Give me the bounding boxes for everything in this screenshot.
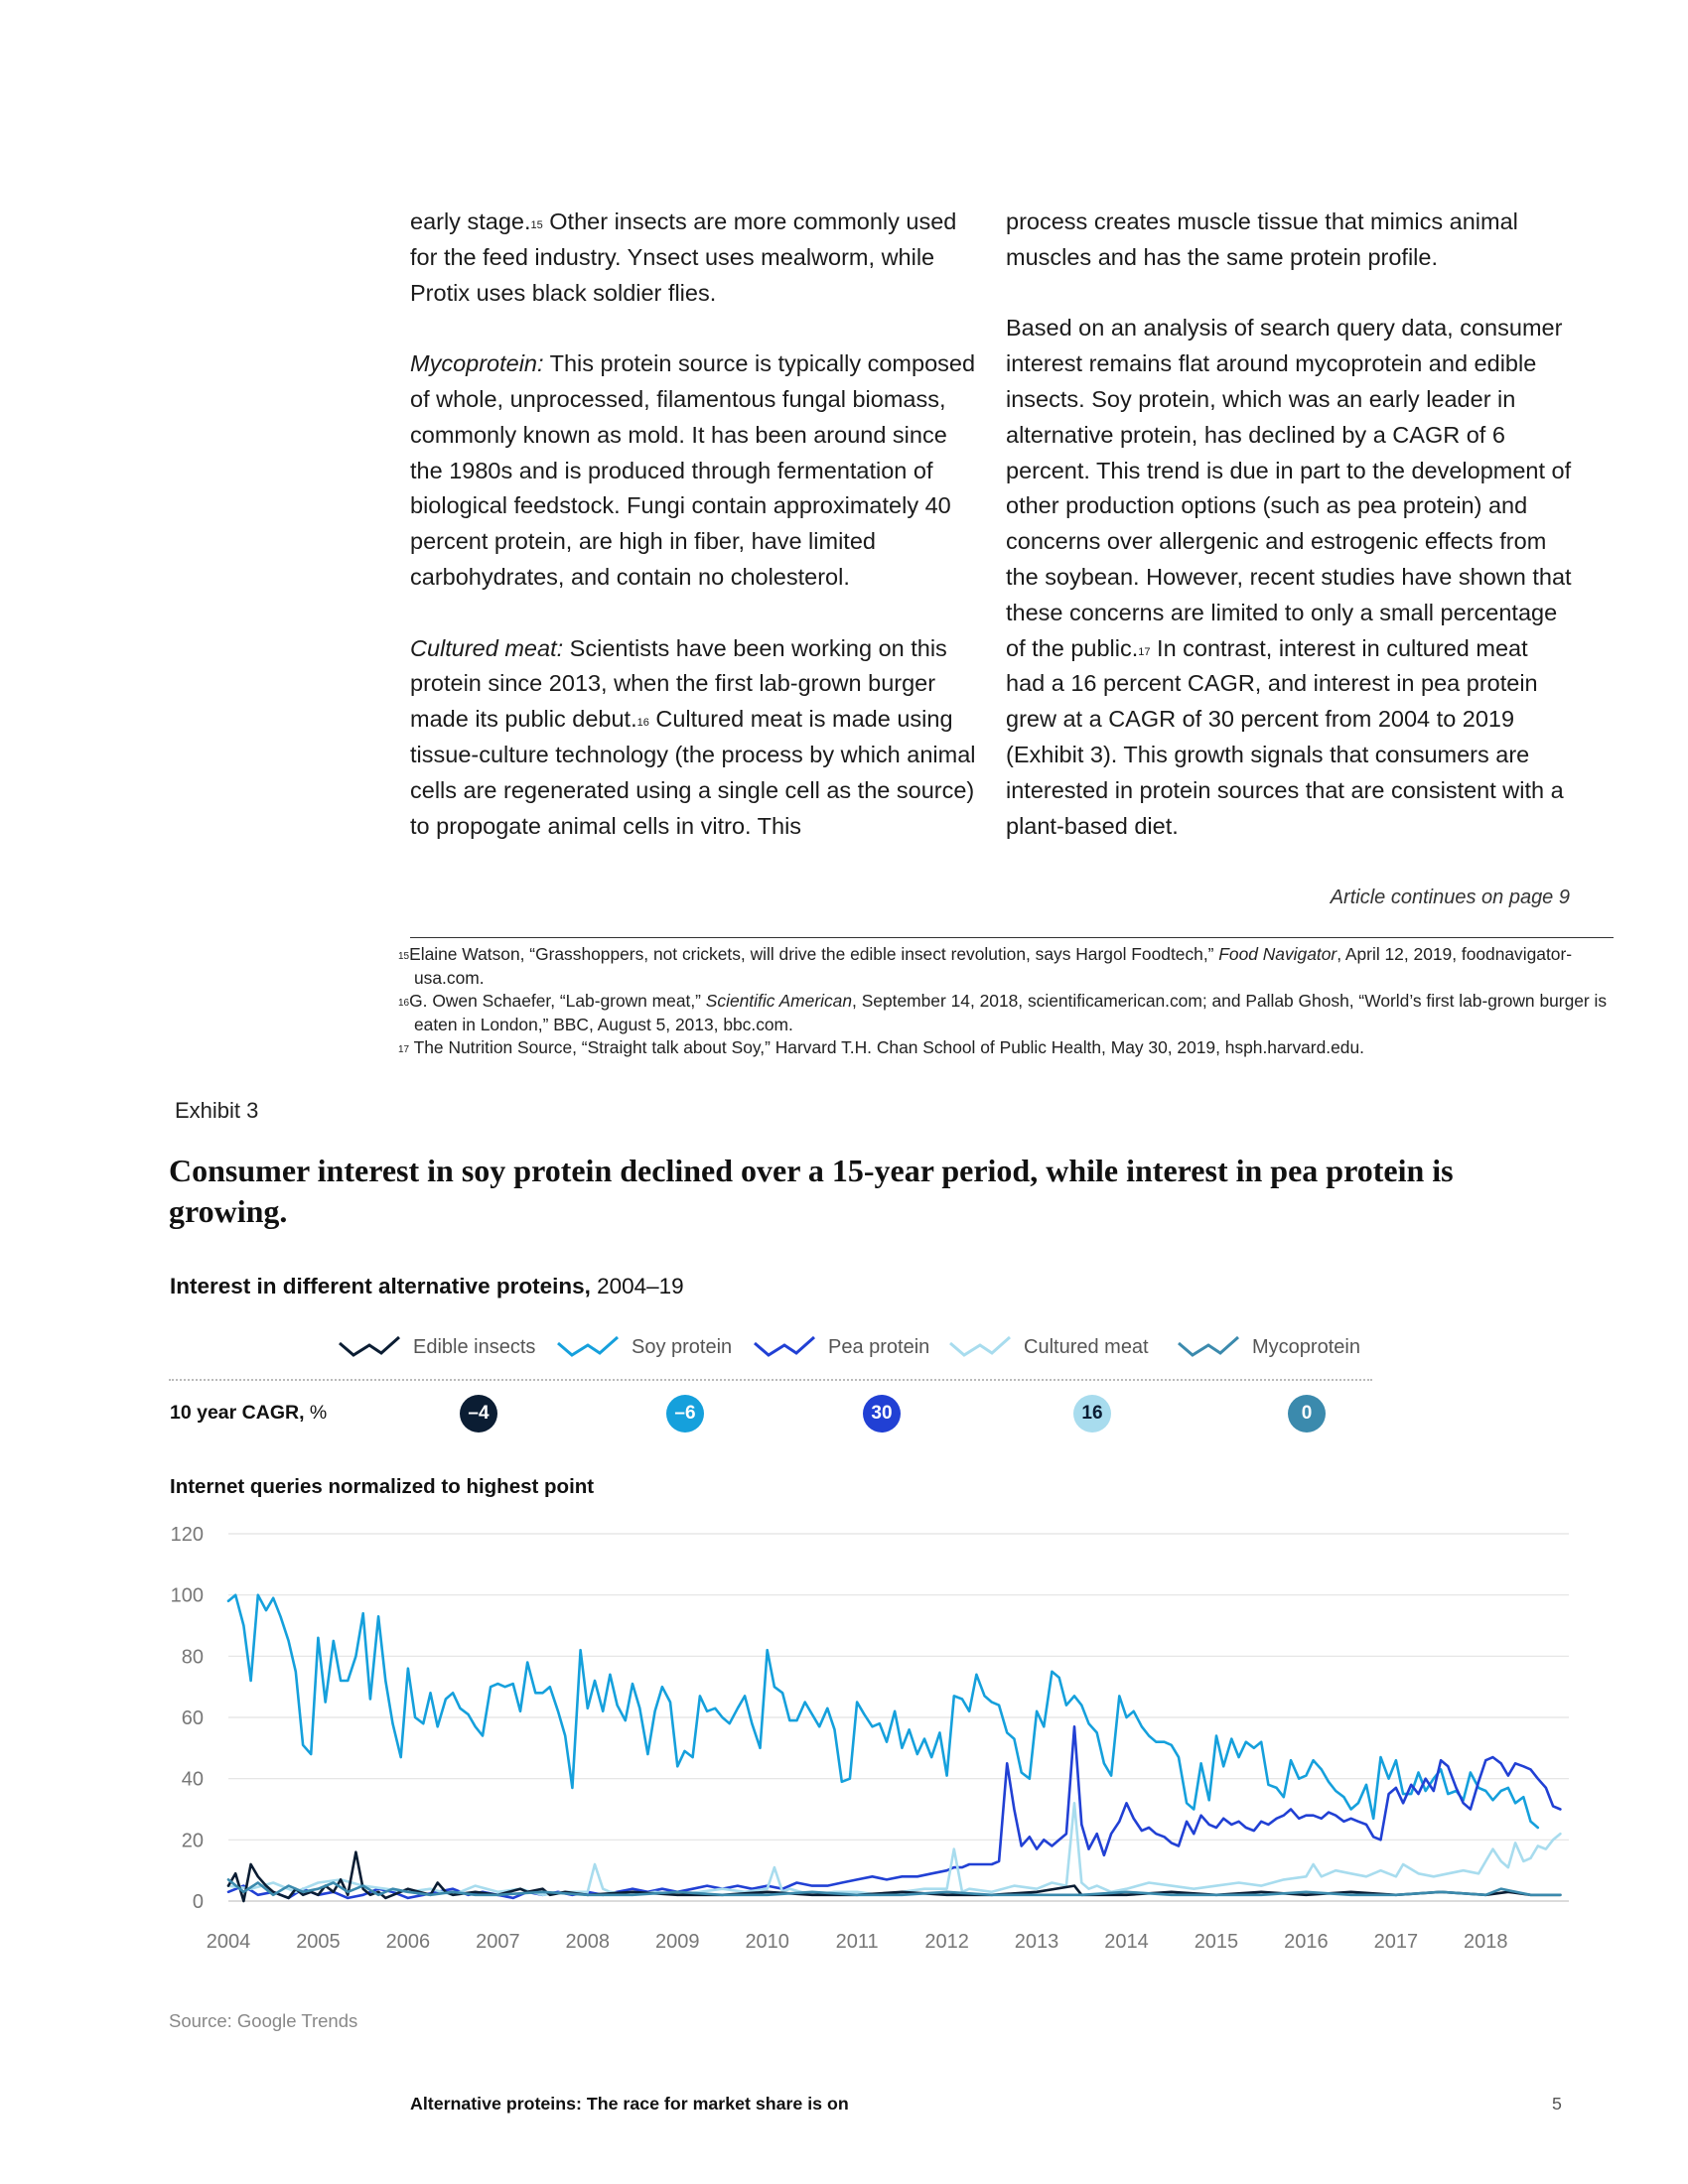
footnote-15: $^{15}$Elaine Watson, “Grasshoppers, not crickets, will drive the edible insect revolution, says Hargol Foodtech,” Food Navigator, April 12, 2019, foodnavigator-usa.com. xyxy=(398,944,1573,988)
y-tick-label: 40 xyxy=(181,1768,204,1791)
legend-item-mycoprotein: Mycoprotein xyxy=(1177,1335,1360,1359)
footnotes xyxy=(398,943,1619,1060)
cagr-badge-edible-insects: –4 xyxy=(460,1395,497,1433)
x-tick-label: 2005 xyxy=(296,1931,341,1953)
legend-swatch-mycoprotein xyxy=(1179,1337,1238,1355)
article-column-left xyxy=(410,205,976,844)
mycoprotein-label: Mycoprotein: xyxy=(410,350,544,377)
x-tick-label: 2012 xyxy=(924,1931,969,1953)
footnote-17: $^{17}$ The Nutrition Source, “Straight talk about Soy,” Harvard T.H. Chan School of Public Health, May 30, 2019, hsph.harvard.edu. xyxy=(398,1037,1364,1057)
exhibit-title: Consumer interest in soy protein declined over a 15-year period, while interest in pea protein is growing. xyxy=(169,1153,1454,1229)
footer-report-title: Alternative proteins: The race for market share is on xyxy=(410,2094,849,2114)
legend-line-icon xyxy=(338,1335,401,1359)
legend-item-pea-protein: Pea protein xyxy=(753,1335,929,1359)
cagr-badge-mycoprotein: 0 xyxy=(1288,1395,1326,1433)
x-tick-label: 2007 xyxy=(476,1931,520,1953)
y-axis-title: Internet queries normalized to highest point xyxy=(170,1475,595,1498)
y-tick-label: 100 xyxy=(170,1584,204,1607)
footnote-ref-17[interactable]: 17 xyxy=(1138,645,1151,658)
x-tick-label: 2008 xyxy=(565,1931,611,1953)
page-number: 5 xyxy=(1552,2094,1562,2114)
x-tick-label: 2009 xyxy=(655,1931,700,1953)
legend-divider xyxy=(169,1379,1372,1381)
paragraph-cultured-meat-cont: process creates muscle tissue that mimics animal muscles and has the same protein profile. xyxy=(1006,208,1518,270)
y-tick-label: 80 xyxy=(181,1646,204,1669)
x-tick-label: 2015 xyxy=(1194,1931,1239,1953)
footnote-ref-15[interactable]: 15 xyxy=(530,219,543,231)
chart-subtitle: Interest in different alternative proteins, 2004–19 xyxy=(170,1274,684,1298)
legend-line-icon xyxy=(1177,1335,1240,1359)
paragraph-search-analysis: Based on an analysis of search query data, consumer interest remains flat around mycoprotein and edible insects. Soy protein, which was an early leader in alternative protein, has declined by a CAGR of 6 percent. This trend is due in part to the development of other production options (such as pea protein) and concerns over allergenic and estrogenic effects from the soybean. However, recent studies have shown that these concerns are limited to only a small percentage of the public.$^{17}$ In contrast, interest in cultured meat had a 16 percent CAGR, and interest in pea protein grew at a CAGR of 30 percent from 2004 to 2019 (Exhibit 3). This growth signals that consumers are interested in protein sources that are consistent with a plant-based diet. xyxy=(1006,315,1572,839)
footnote-divider xyxy=(410,937,1614,938)
x-tick-label: 2017 xyxy=(1373,1931,1419,1953)
cagr-label: 10 year CAGR, % xyxy=(170,1402,328,1424)
legend-swatch-edible-insects xyxy=(340,1337,399,1355)
legend-swatch-soy-protein xyxy=(558,1337,618,1355)
y-tick-label: 0 xyxy=(192,1891,204,1913)
y-tick-label: 20 xyxy=(181,1830,204,1852)
cultured-meat-label: Cultured meat: xyxy=(410,634,564,661)
x-tick-label: 2004 xyxy=(206,1931,251,1953)
series-line-pea-protein xyxy=(228,1726,1560,1898)
cagr-badge-cultured-meat: 16 xyxy=(1073,1395,1111,1433)
y-tick-label: 120 xyxy=(170,1524,204,1546)
article-continues-note[interactable]: Article continues on page 9 xyxy=(1330,887,1570,908)
paragraph-mycoprotein: Mycoprotein: This protein source is typically composed of whole, unprocessed, filamentous fungal biomass, commonly known as mold. It has been around since the 1980s and is produced through fermentation of biological feedstock. Fungi contain approximately 40 percent protein, are high in fiber, have limited carbohydrates, and contain no cholesterol. xyxy=(410,350,976,590)
legend-swatch-cultured-meat xyxy=(950,1337,1010,1355)
y-tick-label: 60 xyxy=(181,1707,204,1729)
legend-item-cultured-meat: Cultured meat xyxy=(948,1335,1149,1359)
chart-source: Source: Google Trends xyxy=(169,2010,358,2031)
cagr-badge-pea-protein: 30 xyxy=(863,1395,901,1433)
legend-line-icon xyxy=(948,1335,1012,1359)
cagr-badge-soy-protein: –6 xyxy=(666,1395,704,1433)
x-tick-label: 2011 xyxy=(835,1931,879,1953)
x-tick-label: 2016 xyxy=(1284,1931,1329,1953)
footnote-ref-16[interactable]: 16 xyxy=(636,717,649,730)
series-line-cultured-meat xyxy=(228,1803,1560,1895)
exhibit-label: Exhibit 3 xyxy=(175,1098,259,1123)
paragraph-cultured-meat: Cultured meat: Scientists have been working on this protein since 2013, when the first lab-grown burger made its public debut.$^{16}$ Cultured meat is made using tissue-culture technology (the process by which animal cells are regenerated using a single cell as the source) to propogate animal cells in vitro. This xyxy=(410,634,976,839)
legend-swatch-pea-protein xyxy=(755,1337,814,1355)
x-tick-label: 2010 xyxy=(745,1931,789,1953)
article-column-right xyxy=(1006,205,1572,844)
x-tick-label: 2014 xyxy=(1104,1931,1149,1953)
legend-line-icon xyxy=(753,1335,816,1359)
x-tick-label: 2018 xyxy=(1464,1931,1508,1953)
footnote-16: $^{16}$G. Owen Schaefer, “Lab-grown meat,” Scientific American, September 14, 2018, scientificamerican.com; and Pallab Ghosh, “World’s first lab-grown burger is eaten in London,” BBC, August 5, 2013, bbc.com. xyxy=(398,991,1608,1034)
x-tick-label: 2006 xyxy=(385,1931,431,1953)
x-tick-label: 2013 xyxy=(1014,1931,1059,1953)
paragraph-insects-end: early stage.$^{15}$ Other insects are more commonly used for the feed industry. Ynsect uses mealworm, while Protix uses black soldier flies. xyxy=(410,208,957,306)
legend-item-edible-insects: Edible insects xyxy=(338,1335,535,1359)
line-chart xyxy=(159,1519,1579,1976)
legend-line-icon xyxy=(556,1335,620,1359)
legend-item-soy-protein: Soy protein xyxy=(556,1335,732,1359)
series-line-soy-protein xyxy=(228,1595,1538,1828)
